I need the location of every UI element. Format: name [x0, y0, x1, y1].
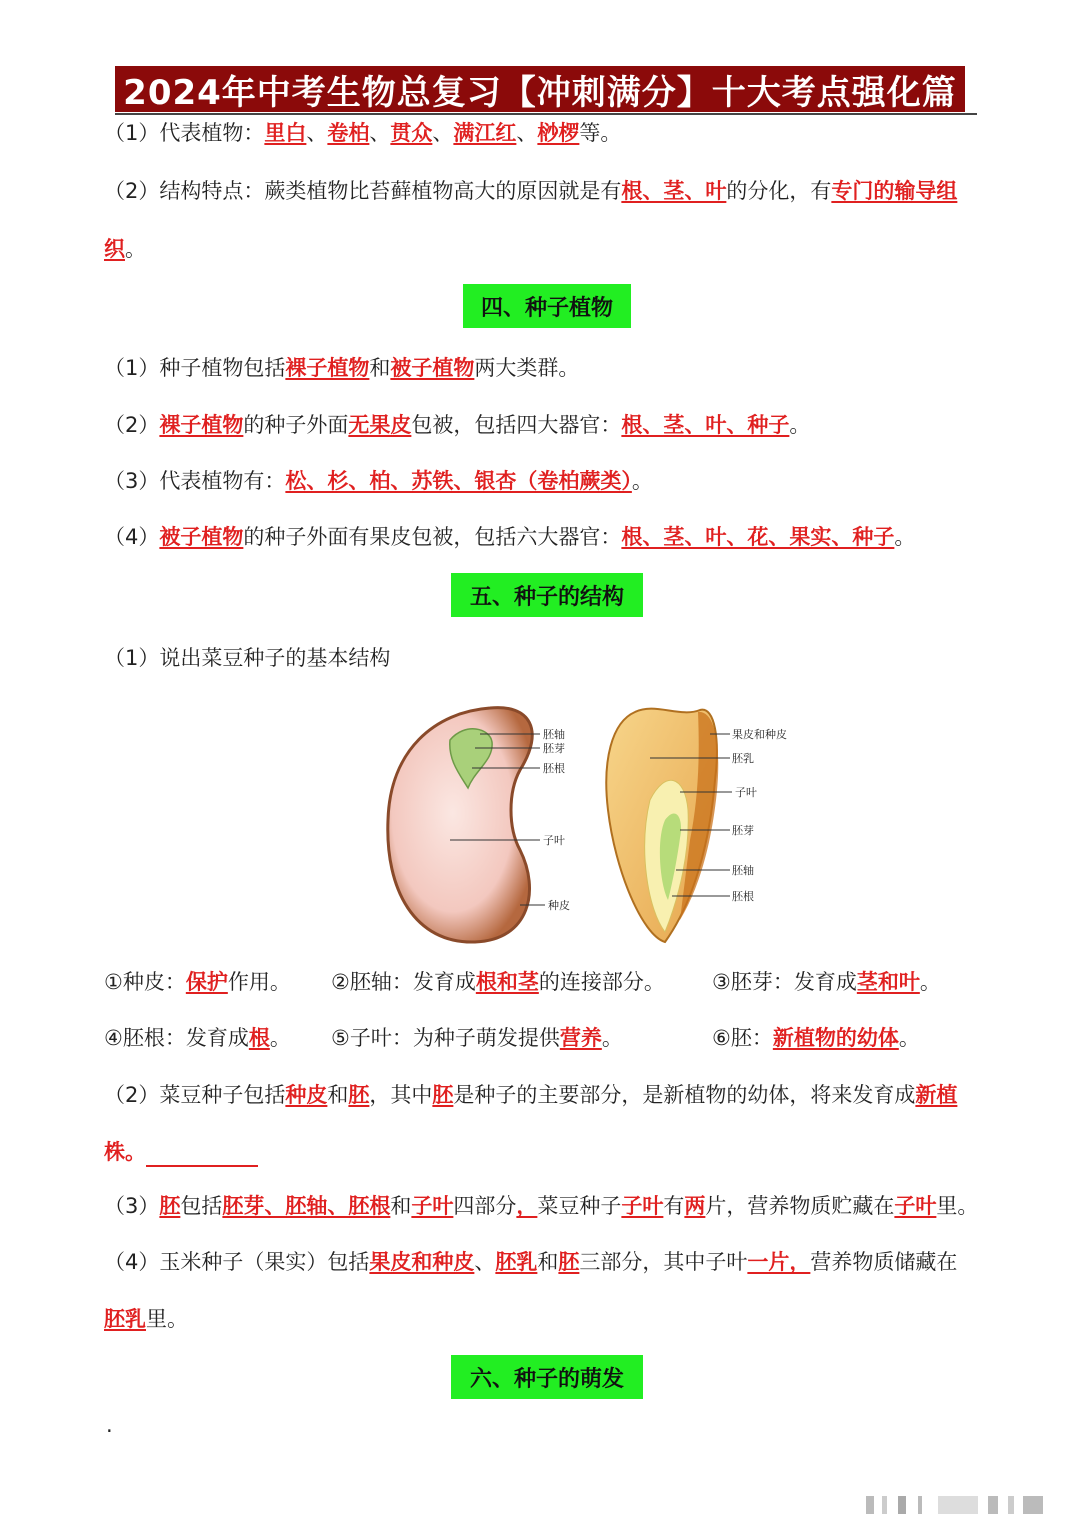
trailing-dot: ·	[106, 1419, 113, 1443]
part-plumule: ③胚芽：发育成茎和叶。	[712, 970, 941, 994]
answer-blank	[146, 1143, 258, 1167]
section-germination: 六、种子的萌发	[451, 1355, 643, 1399]
seed-plants-l3: （3）代表植物有：松、杉、柏、苏铁、银杏（卷柏蕨类）。	[104, 469, 653, 493]
seed-structure-q4: （4）玉米种子（果实）包括果皮和种皮、胚乳和胚三部分，其中子叶一片，营养物质储藏在	[104, 1250, 958, 1274]
title-divider	[115, 113, 977, 115]
corn-label-6: 胚根	[732, 890, 754, 903]
section-seed-plants: 四、种子植物	[463, 284, 631, 328]
fern-structure: （2）结构特点：蕨类植物比苔藓植物高大的原因就是有根、茎、叶的分化，有专门的输导组	[104, 179, 958, 203]
corn-label-5: 胚轴	[732, 864, 754, 877]
part-seed-coat: ①种皮：保护作用。	[104, 970, 291, 994]
seed-structure-q2-cont: 株。	[104, 1137, 258, 1167]
bean-label-4: 子叶	[543, 834, 565, 847]
bean-label-5: 种皮	[548, 899, 570, 912]
seed-plants-l1: （1）种子植物包括裸子植物和被子植物两大类群。	[104, 356, 580, 380]
bean-label-2: 胚芽	[543, 742, 565, 755]
corn-label-4: 胚芽	[732, 824, 754, 837]
bean-label-3: 胚根	[543, 762, 565, 775]
seed-plants-l2: （2）裸子植物的种子外面无果皮包被，包括四大器官：根、茎、叶、种子。	[104, 413, 811, 437]
part-radicle: ④胚根：发育成根。	[104, 1026, 291, 1050]
watermark-logo	[858, 1492, 1058, 1518]
seed-structure-q1: （1）说出菜豆种子的基本结构	[104, 646, 391, 670]
bean-label-1: 胚轴	[543, 728, 565, 741]
fern-structure-cont: 织。	[104, 237, 146, 261]
fern-representatives: （1）代表植物：里白、卷柏、贯众、满江红、桫椤等。	[104, 121, 622, 145]
corn-label-1: 果皮和种皮	[732, 728, 787, 741]
section-seed-structure: 五、种子的结构	[451, 573, 643, 617]
part-hypocotyl: ②胚轴：发育成根和茎的连接部分。	[331, 970, 665, 994]
part-cotyledon: ⑤子叶：为种子萌发提供营养。	[331, 1026, 623, 1050]
corn-label-2: 胚乳	[732, 752, 754, 765]
seed-diagram	[380, 700, 820, 950]
seed-structure-q3: （3）胚包括胚芽、胚轴、胚根和子叶四部分，菜豆种子子叶有两片，营养物质贮藏在子叶里。	[104, 1194, 979, 1218]
seed-structure-q2: （2）菜豆种子包括种皮和胚，其中胚是种子的主要部分，是新植物的幼体，将来发育成新植	[104, 1083, 958, 1107]
corn-label-3: 子叶	[735, 786, 757, 799]
seed-plants-l4: （4）被子植物的种子外面有果皮包被，包括六大器官：根、茎、叶、花、果实、种子。	[104, 525, 916, 549]
seed-structure-q4-cont: 胚乳里。	[104, 1307, 188, 1331]
part-embryo: ⑥胚：新植物的幼体。	[712, 1026, 920, 1050]
page-title: 2024年中考生物总复习【冲刺满分】十大考点强化篇	[115, 66, 965, 112]
